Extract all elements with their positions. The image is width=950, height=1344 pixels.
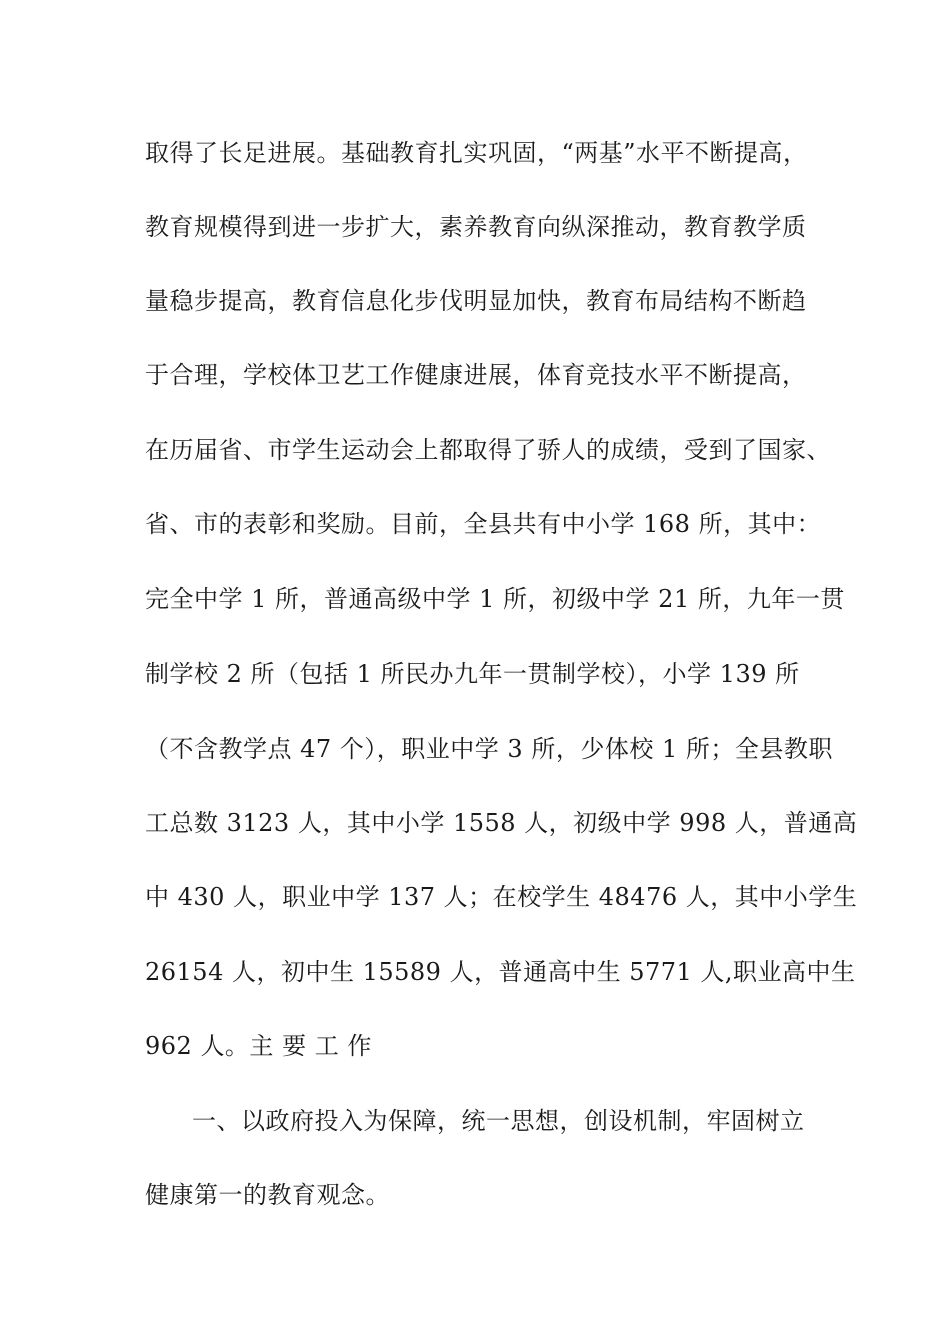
- paragraph-line: （不含教学点 47 个），职业中学 3 所，少体校 1 所；全县教职: [145, 735, 833, 763]
- paragraph-line: 取得了长足进展。基础教育扎实巩固，“两基”水平不断提高，: [145, 139, 808, 167]
- paragraph-line: 教育规模得到进一步扩大，素养教育向纵深推动，教育教学质: [145, 213, 807, 241]
- paragraph-line: 于合理，学校体卫艺工作健康进展，体育竞技水平不断提高，: [145, 361, 807, 389]
- paragraph-line: 26154 人，初中生 15589 人，普通高中生 5771 人,职业高中生: [145, 958, 856, 986]
- paragraph-line: 中 430 人，职业中学 137 人；在校学生 48476 人，其中小学生: [145, 883, 858, 911]
- paragraph-line: 量稳步提高，教育信息化步伐明显加快，教育布局结构不断趋: [145, 287, 807, 315]
- paragraph-line: 在历届省、市学生运动会上都取得了骄人的成绩，受到了国家、: [145, 436, 831, 464]
- paragraph-line: 工总数 3123 人，其中小学 1558 人，初级中学 998 人，普通高: [145, 809, 858, 837]
- section-title-line: 一、以政府投入为保障，统一思想，创设机制，牢固树立: [192, 1107, 805, 1135]
- section-heading-line: 962 人。主 要 工 作: [145, 1032, 372, 1060]
- paragraph-line: 省、市的表彰和奖励。目前，全县共有中小学 168 所，其中：: [145, 510, 822, 538]
- paragraph-line: 制学校 2 所（包括 1 所民办九年一贯制学校），小学 139 所: [145, 660, 800, 688]
- paragraph-line: 完全中学 1 所，普通高级中学 1 所，初级中学 21 所，九年一贯: [145, 585, 845, 613]
- section-title-line: 健康第一的教育观念。: [145, 1181, 390, 1209]
